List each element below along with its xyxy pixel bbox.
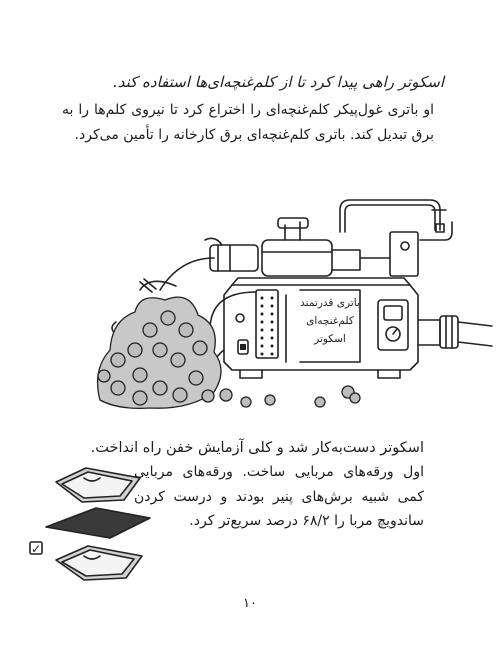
page-number: ۱۰ (243, 596, 257, 611)
check-icon: ✓ (31, 542, 42, 556)
battery-label-line-2: کلم‌غنچه‌ای (306, 315, 354, 327)
experiment-heading: اسکوتر دست‌به‌کار شد و کلی آزمایش خفن راه انداخت. (90, 440, 424, 456)
intro-paragraph: او باتری غول‌پیکر کلم‌غنچه‌ای را اختراع کرد تا نیروی کلم‌ها را به برق تبدیل کند. باتری کلم‌غنچه‌ای برق کارخانه را تأمین می‌کرد. (62, 102, 434, 143)
experiment-paragraph: اول ورقه‌های مربایی ساخت. ورقه‌های مربایی کمی شبیه برش‌های پنیر بودند و درست کردن ساندویچ مربا را ۶۸/۲ درصد سریع‌تر کرد. (134, 464, 424, 529)
battery-label-line-3: اسکوتر (314, 333, 346, 345)
battery-label-line-1: باتری قدرتمند (300, 297, 360, 309)
page-heading: اسکوتر راهی پیدا کرد تا از کلم‌غنچه‌ای‌ها استفاده کند. (112, 73, 444, 91)
